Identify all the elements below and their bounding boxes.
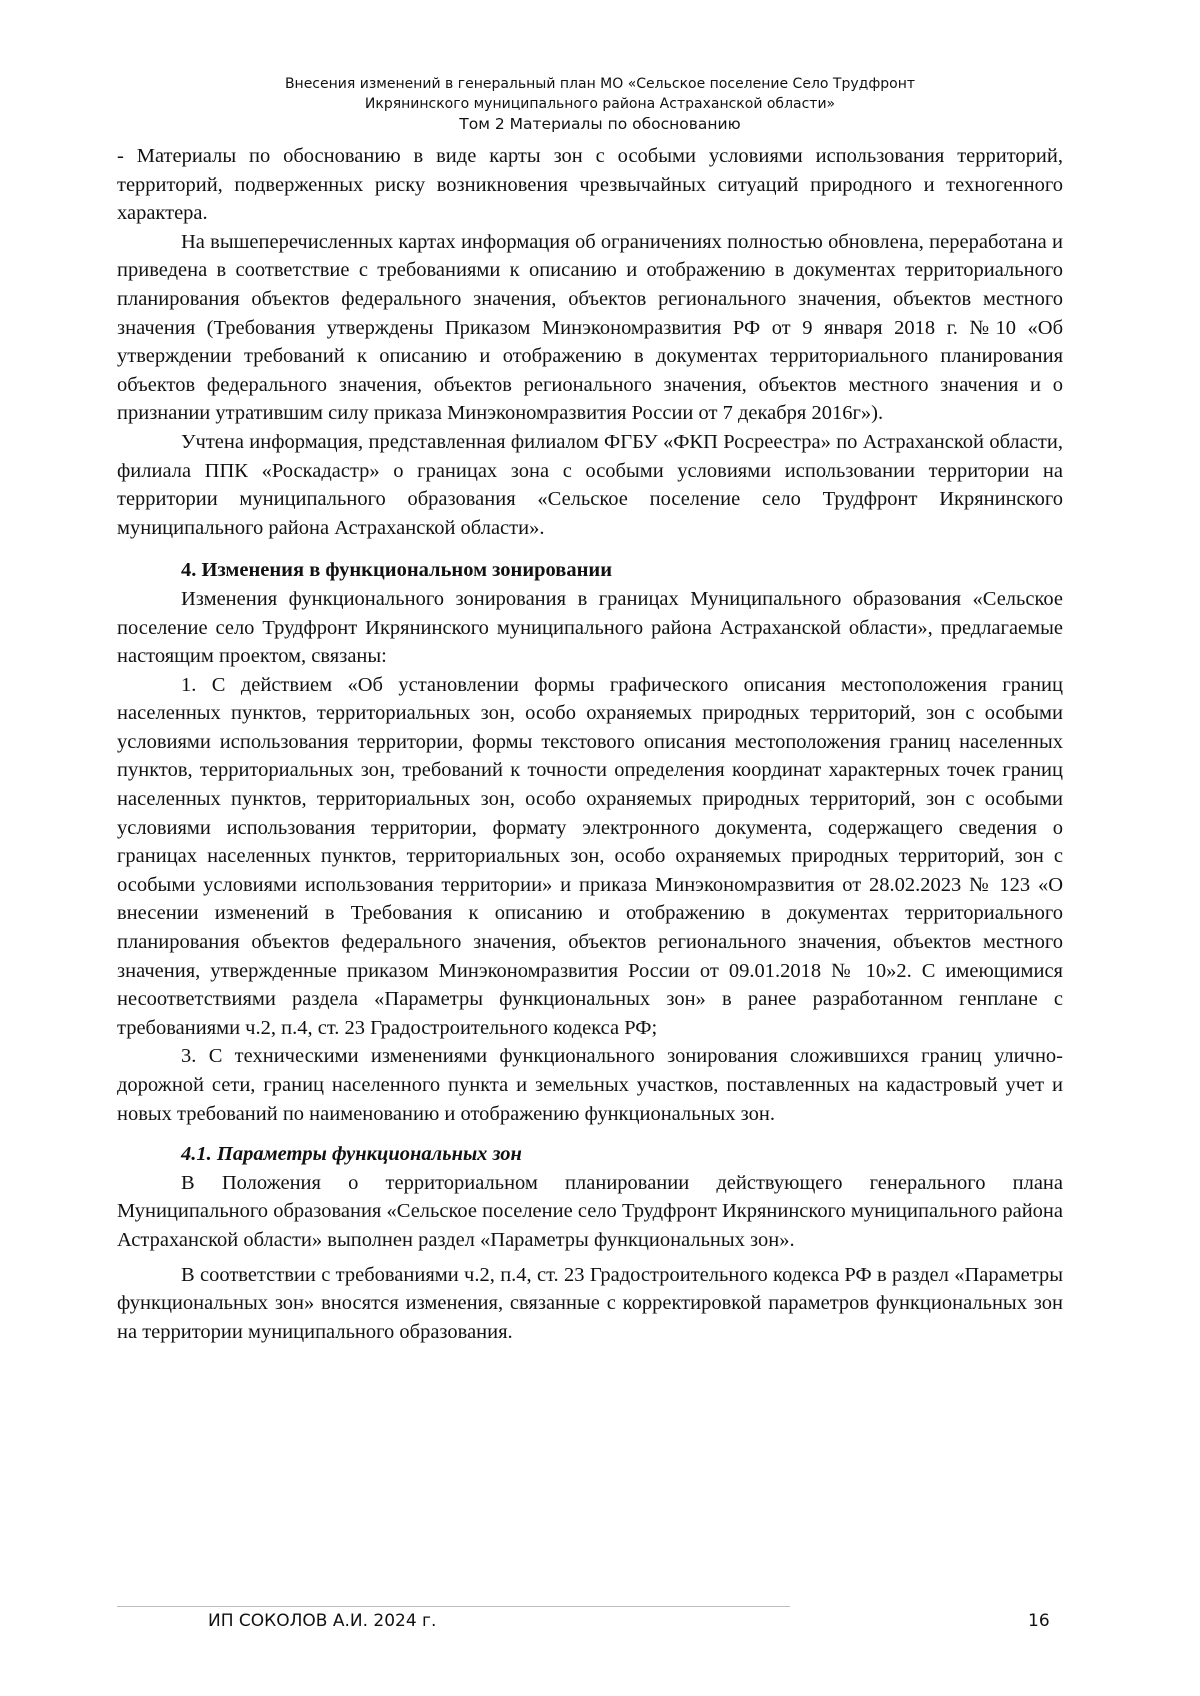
paragraph-rosreestr-info: Учтена информация, представленная филиалом ФГБУ «ФКП Росреестра» по Астраханской области, филиала ППК «Роскадастр» о границах зона с особыми условиями использовании территории на территории муниципального образования «Сельское поселение село Трудфронт Икрянинского муниципального района Астраханской области». [117,430,1063,539]
paragraph-zone-parameters: В Положения о территориальном планировании действующего генерального плана Муниципального образования «Сельское поселение село Трудфронт Икрянинского муниципального района Астраханской области» выполнен раздел «Параметры функциональных зон». [117,1171,1063,1251]
page-number: 16 [1028,1611,1050,1631]
section-heading-4: 4. Изменения в функциональном зонировании [181,559,613,582]
subsection-heading-4-1: 4.1. Параметры функциональных зон [181,1143,522,1166]
paragraph-materials-list-item: - Материалы по обоснованию в виде карты зон с особыми условиями использования территорий, территорий, подверженных риску возникновения чрезвычайных ситуаций природного и техногенного характера. [117,145,1063,225]
header-title-line1: Внесения изменений в генеральный план МО «Сельское поселение Село Трудфронт [284,76,916,92]
header-title-line2: Икрянинского муниципального района Астраханской области» [364,96,836,112]
paragraph-zoning-reason-1: 1. С действием «Об установлении формы графического описания местоположения границ населенных пунктов, территориальных зон, особо охраняемых природных территорий, зон с особыми условиями использования территории, формы текстового описания местоположения границ населенных пунктов, территориальных зон, требований к точности определения координат характерных точек границ населенных пунктов, территориальных зон, особо охраняемых природных территорий, зон с особыми условиями использования территории, формату электронного документа, содержащего сведения о границах населенных пунктов, территориальных зон, особо охраняемых природных территорий, зон с особыми условиями использования территории» и приказа Минэкономразвития от 28.02.2023 № 123 «О внесении изменений в Требования к описанию и отображению в документах территориального планирования объектов федерального значения, объектов регионального значения, объектов местного значения, утвержденные приказом Минэкономразвития России от 09.01.2018 № 10»2. С имеющимися несоответствиями раздела «Параметры функциональных зон» в ранее разработанном генплане с требованиями ч.2, п.4, ст. 23 Градостроительного кодекса РФ; [117,673,1063,1039]
paragraph-zoning-intro: Изменения функционального зонирования в границах Муниципального образования «Сельское поселение село Трудфронт Икрянинского муниципального района Астраханской области», предлагаемые настоящим проектом, связаны: [117,587,1063,668]
header-volume: Том 2 Материалы по обоснованию [459,115,741,133]
paragraph-maps-info: На вышеперечисленных картах информация об ограничениях полностью обновлена, переработана и приведена в соответствие с требованиями к описанию и отображению в документах территориального планирования объектов федерального значения, объектов регионального значения, объектов местного значения (Требования утверждены Приказом Минэкономразвития РФ от 9 января 2018 г. №10 «Об утверждении требований к описанию и отображению в документах территориального планирования объектов федерального значения, объектов регионального значения, объектов местного значения и о признании утратившим силу приказа Минэкономразвития России от 7 декабря 2016г»). [117,230,1063,425]
document-body [117,142,1063,1346]
running-header [0,74,1200,134]
footer-author: ИП СОКОЛОВ А.И. 2024 г. [208,1611,437,1631]
paragraph-zone-changes: В соответствии с требованиями ч.2, п.4, ст. 23 Градостроительного кодекса РФ в раздел «Параметры функциональных зон» вносятся изменения, связанные с корректировкой параметров функциональных зон на территории муниципального образования. [117,1263,1063,1343]
footer-divider [117,1606,790,1607]
paragraph-zoning-reason-3: 3. С техническими изменениями функционального зонирования сложившихся границ улично-дорожной сети, границ населенного пункта и земельных участков, поставленных на кадастровый учет и новых требований по наименованию и отображению функциональных зон. [117,1045,1063,1125]
